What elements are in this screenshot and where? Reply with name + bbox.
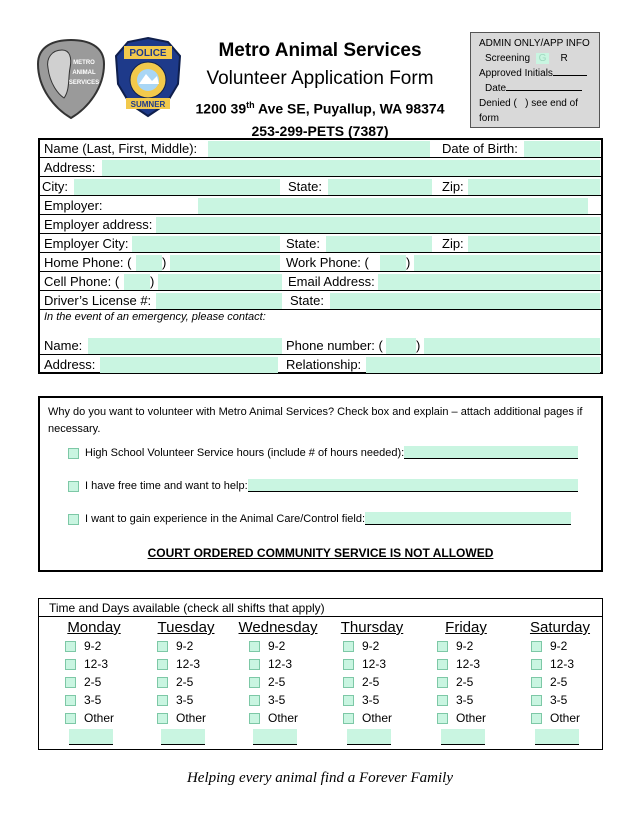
ec-phone-area-field[interactable] <box>386 338 416 354</box>
zip-field[interactable] <box>468 179 600 195</box>
shift-checkbox[interactable] <box>437 659 448 670</box>
shift-option <box>513 655 607 673</box>
shift-option <box>325 637 419 655</box>
admin-only-box <box>470 32 600 128</box>
form-header <box>186 38 454 142</box>
shift-option <box>325 709 419 727</box>
shift-option <box>139 637 233 655</box>
court-ordered-notice: COURT ORDERED COMMUNITY SERVICE IS NOT ALLOWED <box>147 546 494 560</box>
shift-checkbox[interactable] <box>437 677 448 688</box>
shift-checkbox[interactable] <box>343 713 354 724</box>
day-name: Saturday <box>529 619 591 636</box>
shift-label: 9-2 <box>268 639 286 653</box>
shift-label: 9-2 <box>550 639 568 653</box>
volunteer-reason-section <box>38 396 603 572</box>
shift-option <box>419 655 513 673</box>
shift-checkbox[interactable] <box>249 695 260 706</box>
address-label: Address: <box>44 160 96 175</box>
shift-checkbox[interactable] <box>249 659 260 670</box>
employer-label: Employer: <box>44 198 103 213</box>
emergency-heading: In the event of an emergency, please contact: <box>44 311 266 323</box>
employer-address-row <box>40 216 601 234</box>
shift-checkbox[interactable] <box>65 695 76 706</box>
logo-text-animal: ANIMAL <box>72 70 96 76</box>
shift-label: Other <box>176 711 207 725</box>
shift-option <box>231 709 325 727</box>
sumner-police-badge <box>112 36 184 118</box>
shift-option <box>47 673 141 691</box>
shift-checkbox[interactable] <box>343 695 354 706</box>
cell-email-row <box>40 273 601 291</box>
shift-label: 9-2 <box>84 639 102 653</box>
shift-label: 2-5 <box>456 675 474 689</box>
employer-city-row <box>40 235 601 253</box>
shift-checkbox[interactable] <box>65 641 76 652</box>
shift-label: 3-5 <box>268 693 286 707</box>
emergency-address-row <box>40 356 601 374</box>
home-phone-paren: ) <box>162 255 167 270</box>
license-state-field[interactable] <box>330 293 600 309</box>
employer-zip-label: Zip: <box>442 236 464 251</box>
metro-animal-services-logo <box>36 38 106 120</box>
reason-intro: Why do you want to volunteer with Metro Animal Services? Check box and explain – attach additional pages if necessary. <box>48 406 583 435</box>
ec-phone-label: Phone number: ( <box>286 338 383 353</box>
shift-label: 9-2 <box>362 639 380 653</box>
shift-checkbox[interactable] <box>249 641 260 652</box>
employer-field[interactable] <box>198 198 588 214</box>
experience-checkbox[interactable] <box>68 514 79 525</box>
shift-checkbox[interactable] <box>531 677 542 688</box>
city-row <box>40 178 601 196</box>
admin-screening-row <box>479 51 593 66</box>
logo-text-metro: METRO <box>73 60 95 66</box>
shift-checkbox[interactable] <box>437 695 448 706</box>
shift-checkbox[interactable] <box>343 677 354 688</box>
day-name: Wednesday <box>238 619 318 636</box>
approved-initials-label: Approved Initials <box>479 68 553 79</box>
organization-name: Metro Animal Services <box>218 40 422 61</box>
day-name: Thursday <box>340 619 404 636</box>
shift-option <box>47 637 141 655</box>
day-column-tuesday <box>139 619 233 749</box>
shift-label: 12-3 <box>362 657 387 671</box>
shift-checkbox[interactable] <box>437 641 448 652</box>
state-label: State: <box>288 179 322 194</box>
shift-label: 9-2 <box>456 639 474 653</box>
day-name: Monday <box>67 619 121 636</box>
badge-text-sumner: SUMNER <box>130 100 166 109</box>
shift-option <box>231 655 325 673</box>
reason-option-experience <box>68 512 571 525</box>
shift-label: Other <box>84 711 115 725</box>
dob-field[interactable] <box>524 141 600 157</box>
day-name: Tuesday <box>157 619 215 636</box>
shift-option <box>513 709 607 727</box>
shift-checkbox[interactable] <box>65 677 76 688</box>
ec-address-field[interactable] <box>100 357 278 373</box>
form-title: Volunteer Application Form <box>206 68 434 89</box>
state-field[interactable] <box>328 179 432 195</box>
denied-row <box>479 96 593 111</box>
employer-address-field[interactable] <box>156 217 600 233</box>
ec-name-field[interactable] <box>88 338 282 354</box>
ec-name-label: Name: <box>44 338 83 353</box>
shift-checkbox[interactable] <box>531 695 542 706</box>
shift-checkbox[interactable] <box>531 641 542 652</box>
license-label: Driver’s License #: <box>44 293 152 308</box>
school-hours-label: High School Volunteer Service hours (include # of hours needed): <box>85 447 405 459</box>
ec-phone-field[interactable] <box>424 338 600 354</box>
shift-option <box>139 709 233 727</box>
address-field[interactable] <box>102 160 600 176</box>
shift-label: 2-5 <box>268 675 286 689</box>
day-column-wednesday <box>231 619 325 749</box>
shift-option <box>325 655 419 673</box>
other-shift-field[interactable] <box>347 729 391 745</box>
admin-date-row <box>479 81 593 96</box>
approved-initials-row <box>479 66 593 81</box>
shift-label: Other <box>362 711 393 725</box>
email-label: Email Address: <box>288 274 375 289</box>
shift-label: 12-3 <box>176 657 201 671</box>
city-field[interactable] <box>74 179 280 195</box>
experience-field[interactable] <box>365 512 571 525</box>
shift-label: Other <box>268 711 299 725</box>
shift-label: Other <box>550 711 581 725</box>
shift-label: 3-5 <box>362 693 380 707</box>
free-time-field[interactable] <box>248 479 578 492</box>
home-phone-area-field[interactable] <box>136 255 162 271</box>
work-phone-field[interactable] <box>414 255 600 271</box>
school-hours-checkbox[interactable] <box>68 448 79 459</box>
name-row <box>40 140 601 158</box>
other-shift-field[interactable] <box>69 729 113 745</box>
shift-label: 3-5 <box>176 693 194 707</box>
cell-phone-area-field[interactable] <box>124 274 150 290</box>
other-shift-field[interactable] <box>441 729 485 745</box>
shift-option <box>139 691 233 709</box>
experience-label: I want to gain experience in the Animal Care/Control field: <box>85 513 366 525</box>
shift-checkbox[interactable] <box>249 713 260 724</box>
badge-text-police: POLICE <box>129 48 167 59</box>
license-state-label: State: <box>290 293 324 308</box>
work-phone-label: Work Phone: ( <box>286 255 369 270</box>
ec-address-label: Address: <box>44 357 96 372</box>
work-phone-paren: ) <box>406 255 411 270</box>
shift-option <box>231 673 325 691</box>
shift-option <box>419 709 513 727</box>
address-row <box>40 159 601 177</box>
shift-checkbox[interactable] <box>157 659 168 670</box>
shift-option <box>47 655 141 673</box>
shift-option <box>513 637 607 655</box>
ec-relationship-field[interactable] <box>366 357 600 373</box>
day-column-thursday <box>325 619 419 749</box>
shift-checkbox[interactable] <box>531 659 542 670</box>
denied-label: Denied ( <box>479 98 517 109</box>
employer-city-field[interactable] <box>132 236 280 252</box>
shift-label: 2-5 <box>550 675 568 689</box>
city-label: City: <box>42 179 68 194</box>
shift-option <box>231 691 325 709</box>
footer-tagline: Helping every animal find a Forever Family <box>186 770 454 786</box>
other-shift-field[interactable] <box>535 729 579 745</box>
shift-label: 12-3 <box>84 657 109 671</box>
admin-title: ADMIN ONLY/APP INFO <box>479 38 590 49</box>
admin-date-label: Date <box>485 83 507 94</box>
shift-checkbox[interactable] <box>65 659 76 670</box>
shift-label: 12-3 <box>456 657 481 671</box>
shift-checkbox[interactable] <box>343 659 354 670</box>
employer-zip-field[interactable] <box>468 236 600 252</box>
name-field[interactable] <box>208 141 430 157</box>
shift-checkbox[interactable] <box>531 713 542 724</box>
employer-row <box>40 197 601 215</box>
screening-r-label: R <box>560 53 568 64</box>
work-phone-area-field[interactable] <box>380 255 406 271</box>
shift-option <box>231 637 325 655</box>
shift-checkbox[interactable] <box>157 677 168 688</box>
shift-option <box>325 673 419 691</box>
free-time-checkbox[interactable] <box>68 481 79 492</box>
name-label: Name (Last, First, Middle): <box>44 141 198 156</box>
day-column-saturday <box>513 619 607 749</box>
shift-option <box>513 691 607 709</box>
logo-text-services: SERVICES <box>68 80 100 86</box>
email-field[interactable] <box>378 274 600 290</box>
other-shift-field[interactable] <box>161 729 205 745</box>
personal-info-section <box>38 138 603 374</box>
shift-label: 12-3 <box>268 657 293 671</box>
home-phone-field[interactable] <box>170 255 280 271</box>
admin-date-field[interactable] <box>506 81 582 91</box>
shift-checkbox[interactable] <box>157 695 168 706</box>
shift-label: 9-2 <box>176 639 194 653</box>
shift-label: 2-5 <box>84 675 102 689</box>
shift-option <box>325 691 419 709</box>
screening-label: Screening <box>485 53 531 64</box>
shift-option <box>419 691 513 709</box>
shift-option <box>47 709 141 727</box>
address-street: Ave SE, Puyallup, WA 98374 <box>254 100 445 117</box>
organization-address <box>186 94 454 120</box>
address-number: 1200 39 <box>195 100 247 117</box>
free-time-label: I have free time and want to help: <box>85 480 248 492</box>
availability-title: Time and Days available (check all shifts that apply) <box>39 599 602 617</box>
shift-label: 2-5 <box>176 675 194 689</box>
emergency-name-row <box>40 337 601 355</box>
shift-label: 3-5 <box>550 693 568 707</box>
employer-address-label: Employer address: <box>44 217 153 232</box>
employer-state-label: State: <box>286 236 320 251</box>
employer-state-field[interactable] <box>326 236 432 252</box>
organization-phone: 253-299-PETS (7387) <box>251 122 389 139</box>
cell-phone-label: Cell Phone: ( <box>44 274 120 289</box>
zip-label: Zip: <box>442 179 464 194</box>
shift-option <box>47 691 141 709</box>
day-column-friday <box>419 619 513 749</box>
home-phone-label: Home Phone: ( <box>44 255 132 270</box>
emergency-heading-row <box>40 310 601 328</box>
shift-label: 3-5 <box>84 693 102 707</box>
license-field[interactable] <box>156 293 282 309</box>
shift-option <box>419 673 513 691</box>
availability-section <box>38 598 603 750</box>
denied-suffix: ) see end of <box>525 98 578 109</box>
shift-label: 12-3 <box>550 657 575 671</box>
ec-relationship-label: Relationship: <box>286 357 362 372</box>
shift-option <box>139 655 233 673</box>
license-row <box>40 292 601 310</box>
day-name: Friday <box>445 619 487 636</box>
shift-checkbox[interactable] <box>65 713 76 724</box>
employer-city-label: Employer City: <box>44 236 129 251</box>
day-column-monday <box>47 619 141 749</box>
address-suffix: th <box>246 100 255 110</box>
screening-g-field[interactable]: G <box>536 53 550 64</box>
dob-label: Date of Birth: <box>442 141 518 156</box>
shift-option <box>513 673 607 691</box>
shift-checkbox[interactable] <box>157 641 168 652</box>
shift-checkbox[interactable] <box>437 713 448 724</box>
cell-phone-paren: ) <box>150 274 155 289</box>
shift-label: Other <box>456 711 487 725</box>
shift-option <box>139 673 233 691</box>
reason-option-free-time <box>68 479 578 492</box>
school-hours-field[interactable] <box>404 446 578 459</box>
shift-checkbox[interactable] <box>157 713 168 724</box>
phone-row <box>40 254 601 272</box>
reason-option-school <box>68 446 578 459</box>
ec-phone-paren: ) <box>416 338 421 353</box>
shift-label: 3-5 <box>456 693 474 707</box>
cell-phone-field[interactable] <box>158 274 282 290</box>
shift-label: 2-5 <box>362 675 380 689</box>
shift-checkbox[interactable] <box>249 677 260 688</box>
admin-form-text: form <box>479 113 499 124</box>
shift-option <box>419 637 513 655</box>
shift-checkbox[interactable] <box>343 641 354 652</box>
other-shift-field[interactable] <box>253 729 297 745</box>
approved-initials-field[interactable] <box>553 66 587 76</box>
